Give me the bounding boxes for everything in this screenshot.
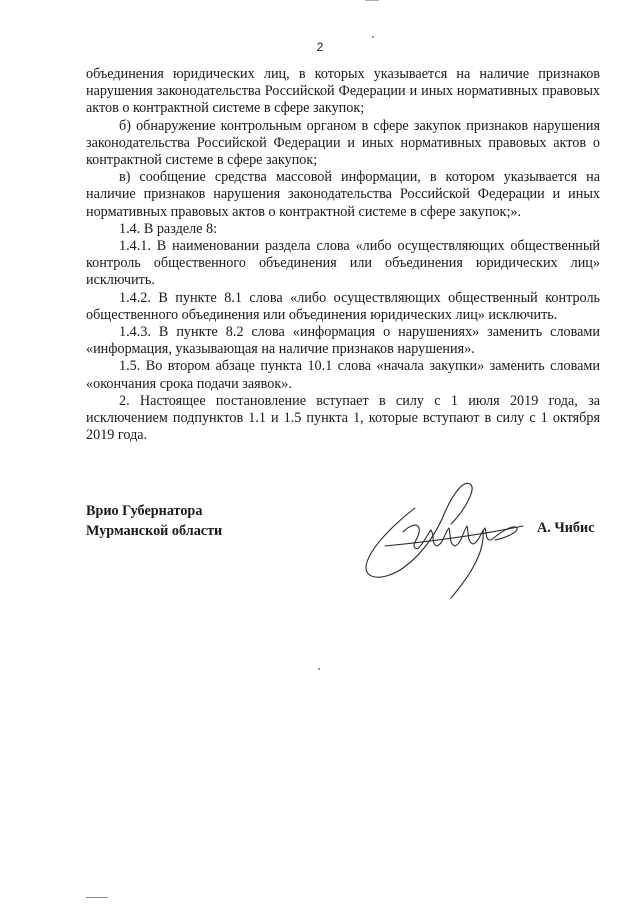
signatory-name: А. Чибис — [537, 520, 595, 536]
paragraph-item-b: б) обнаружение контрольным органом в сфере закупок признаков нарушения законодательства Российской Федерации и иных нормативных правовых актов о контрактной системе в сфере закупок; — [86, 117, 600, 169]
scan-mark-bottom — [86, 897, 108, 898]
paragraph-continuation: объединения юридических лиц, в которых указывается на наличие признаков нарушения законодательства Российской Федерации и иных нормативных правовых актов о контрактной системе в сфере закупок; — [86, 66, 600, 117]
paragraph-1-4-1: 1.4.1. В наименовании раздела слова «либо осуществляющих общественный контроль общественного объединения или объединения юридических лиц» исключить. — [86, 238, 600, 289]
scan-mark-top — [365, 0, 379, 1]
paragraph-1-5: 1.5. Во втором абзаце пункта 10.1 слова «начала закупки» заменить словами «окончания срока подачи заявок». — [86, 358, 600, 392]
document-body — [86, 66, 600, 444]
signatory-title-line-1: Врио Губернатора — [86, 503, 203, 519]
signatory-title-line-2: Мурманской области — [86, 522, 223, 539]
paragraph-1-4-3: 1.4.3. В пункте 8.2 слова «информация о нарушениях» заменить словами «информация, указывающая на наличие признаков нарушения». — [86, 324, 600, 358]
scan-speck — [372, 36, 374, 38]
paragraph-2: 2. Настоящее постановление вступает в силу с 1 июля 2019 года, за исключением подпунктов 1.1 и 1.5 пункта 1, которые вступают в силу с 1 октября 2019 года. — [86, 392, 600, 444]
scan-speck — [318, 668, 320, 670]
paragraph-1-4-2: 1.4.2. В пункте 8.1 слова «либо осуществляющих общественный контроль общественного объединения или объединения юридических лиц» исключить. — [86, 289, 600, 323]
page-number: 2 — [316, 40, 324, 54]
paragraph-1-4: 1.4. В разделе 8: — [119, 220, 218, 237]
signatory-title — [86, 502, 222, 541]
paragraph-item-v: в) сообщение средства массовой информации, в котором указывается на наличие признаков нарушения законодательства Российской Федерации и иных нормативных правовых актов о контрактной системе в сфере закупок;». — [86, 169, 600, 220]
handwritten-signature — [355, 470, 535, 610]
